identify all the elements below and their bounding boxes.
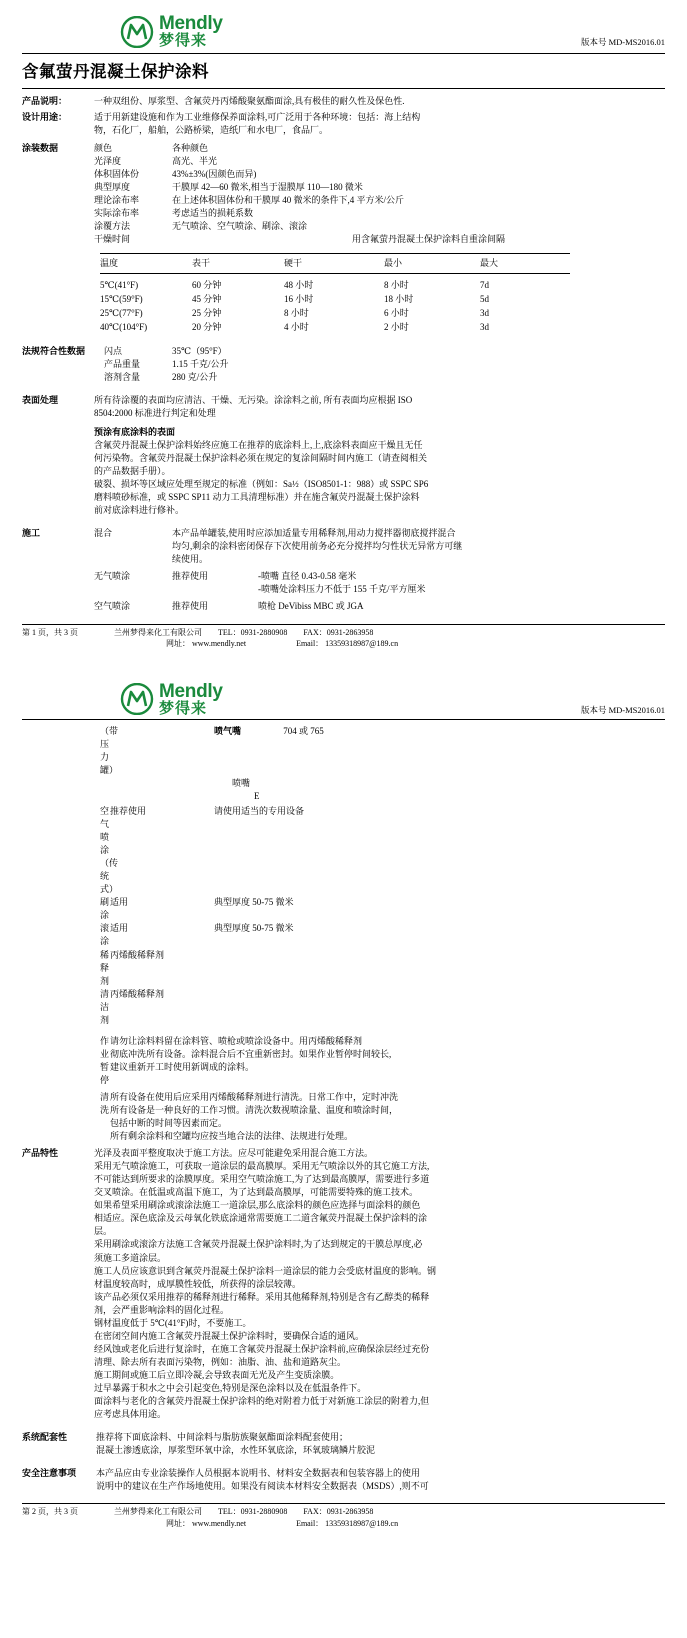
footer-contact-line-1 [114, 627, 398, 639]
airless-recommend: 推荐使用 [172, 571, 209, 582]
nozzle2-value-cell [214, 790, 665, 803]
property-line: 采用无气喷涂施工，可获取一道涂层的最高膜厚。采用无气喷涂以外的其它施工方法, [94, 1161, 430, 1172]
table-row [22, 949, 665, 988]
cell-hard-dry: 4 小时 [284, 322, 309, 333]
cell-temperature: 25℃(77°F) [100, 308, 143, 319]
table-row [94, 207, 665, 220]
surface-prep-line-6: 破裂、损坏等区域应处理至规定的标准（例如：Sa½（ISO8501-1：988）或 SSPC SP6 [94, 479, 429, 490]
property-line: 该产品必须仅采用推荐的稀释剂进行稀释。采用其他稀释剂,特别是含有乙醇类的稀释 [94, 1291, 430, 1302]
property-line: 清理、除去所有表面污染物，例如：油脂、油、盐和道路灰尘。 [94, 1356, 347, 1367]
text-product-description: 一种双组份、厚浆型、含氟荧丹丙烯酸聚氨酯面涂,具有极佳的耐久性及保色性. [94, 95, 405, 106]
coating-value: 干膜厚 42—60 微米,相当于湿膜厚 110—180 微米 [172, 182, 363, 193]
label-product-description: 产品说明： [22, 95, 68, 106]
property-line: 材温度较高时，成厚膜性较低，所获得的涂层较薄。 [94, 1278, 302, 1289]
property-line: 剂，会严重影响涂料的固化过程。 [94, 1304, 230, 1315]
method-recommend: 适用 [110, 923, 129, 934]
property-line: 相适应。深色底涂及云母氧化铁底涂通常需要施工二道含氟荧丹混凝土保护涂料的涂 [94, 1213, 428, 1224]
table-row [94, 194, 665, 207]
property-line: 须施工多道涂层。 [94, 1252, 167, 1263]
table-row [22, 857, 665, 896]
table-row [22, 805, 665, 857]
logo-text-cn: 梦得来 [159, 33, 208, 49]
method-recommend [110, 857, 214, 896]
logo-text-cn: 梦得来 [159, 700, 208, 717]
cell-temperature: 40℃(104°F) [100, 322, 148, 333]
airless-line-1: -喷嘴 直径 0.43-0.58 毫米 [258, 571, 357, 582]
logo-icon [120, 683, 154, 715]
nozzle-block [22, 725, 665, 803]
property-line: 不可能达到所要求的涂膜厚度。采用空气喷涂施工,为了达到最高膜厚，需要进行多道 [94, 1174, 430, 1185]
section-safety-notes [22, 1467, 665, 1493]
property-line: 施工人员应该意识到含氟荧丹混凝土保护涂料一道涂层的能力会受底材温度的影响。钢 [94, 1265, 437, 1276]
table-row [100, 321, 570, 335]
label-safety-notes: 安全注意事项 [22, 1468, 77, 1479]
method-name: （传统式） [100, 858, 119, 895]
property-line: 采用刷涂或滚涂方法施工含氟荧丹混凝土保护涂料时,为了达到规定的干膜总厚度,必 [94, 1239, 423, 1250]
table-row [104, 345, 665, 358]
regulatory-value: 35℃（95°F） [172, 345, 227, 356]
property-line: 应考虑具体用途。 [94, 1409, 167, 1420]
spacer-cell [110, 790, 214, 803]
method-detail: 典型厚度 50-75 微米 [214, 897, 294, 908]
method-name: 清洁剂 [100, 988, 110, 1025]
regulatory-key: 溶剂含量 [104, 371, 141, 382]
regulatory-key: 闪点 [104, 345, 123, 356]
surface-prep-subtitle: 预涂有底涂料的表面 [94, 426, 176, 437]
spacer-cell [22, 790, 110, 803]
coating-data-rows [94, 142, 665, 246]
coating-key: 实际涂布率 [94, 208, 140, 219]
section-application [22, 527, 665, 613]
coating-key: 理论涂布率 [94, 195, 140, 206]
website-link[interactable]: www.mendly.net [192, 1518, 247, 1528]
method-detail: 请使用适当的专用设备 [214, 805, 305, 816]
application-body [94, 527, 665, 613]
mixing-line-1: 本产品单罐装,使用时应添加适量专用稀释剂,用动力搅拌器彻底搅拌混合 [172, 528, 456, 539]
document-header [22, 14, 665, 49]
property-line: 在密闭空间内施工含氟荧丹混凝土保护涂料时，要确保合适的通风。 [94, 1330, 365, 1341]
cell-hard-dry: 48 小时 [284, 279, 314, 290]
coating-value: 用含氟萤丹混凝土保护涂料自重涂间隔 [352, 234, 506, 245]
pause-line-3: 建议重新开工时使用新调成的涂料。 [110, 1061, 255, 1072]
work-pause-text [110, 1035, 665, 1087]
cell-temperature: 15℃(59°F) [100, 294, 143, 305]
page-gap [0, 656, 687, 672]
table-header-row [100, 254, 570, 273]
footer-contact-line-2 [114, 638, 398, 650]
nozzle2-label: 喷嘴 [232, 777, 251, 788]
table-row [22, 988, 665, 1027]
cell-surface-dry: 45 分钟 [192, 294, 222, 305]
footer-contact-line-2 [114, 1518, 398, 1530]
property-line: 光泽及表面平整度取决于施工方法。应尽可能避免采用混合施工方法。 [94, 1148, 374, 1159]
table-row [94, 233, 665, 246]
section-system-compatibility [22, 1431, 665, 1457]
table-row [94, 181, 665, 194]
coating-value: 43%±3%(因颜色而异) [172, 169, 257, 180]
nozzle-label: 喷气嘴 [214, 725, 242, 736]
pressure-tank-label: （带压力罐） [100, 725, 119, 775]
footer-contact [114, 1506, 398, 1529]
email-value: 13359318987@189.cn [325, 1518, 399, 1528]
page-1-footer [22, 624, 665, 650]
method-recommend: 丙烯酸稀释剂 [110, 949, 165, 960]
coating-key: 典型厚度 [94, 182, 131, 193]
website-label: 网址： [166, 1518, 190, 1528]
property-line: 交叉喷涂。在低温或高温下施工，为了达到最高膜厚，可能需要特殊的施工技术。 [94, 1187, 419, 1198]
page-2-footer [22, 1503, 665, 1529]
property-line: 过早暴露于积水之中会引起变色,特别是深色涂料以及在低温条件下。 [94, 1383, 367, 1393]
method-detail [214, 988, 665, 1027]
coating-key: 体积固体份 [94, 169, 140, 180]
safety-notes-text [96, 1467, 665, 1493]
cell-surface-dry: 20 分钟 [192, 322, 222, 333]
property-line: 经风蚀或老化后进行复涂时，在施工含氟荧丹混凝土保护涂料前,应确保涂层经过充份 [94, 1343, 430, 1354]
label-design-use: 设计用途： [22, 111, 68, 122]
website-label: 网址： [166, 639, 190, 649]
coating-key: 干燥时间 [94, 234, 131, 245]
nozzle-value: 704 或 765 [283, 725, 324, 736]
fax: FAX：0931-2863958 [303, 1507, 374, 1517]
nozzle-cells [214, 725, 665, 777]
section-surface-preparation [22, 394, 665, 517]
coating-value: 高光、半光 [172, 156, 218, 167]
table-row [22, 922, 665, 948]
clean-line-2: 所有设备是一种良好的工作习惯。清洗次数视喷涂量、温度和喷涂时间， [110, 1105, 399, 1116]
page-number: 第 2 页，共 3 页 [22, 1507, 78, 1517]
brand-logo-2 [22, 682, 223, 717]
page-title: 含氟萤丹混凝土保护涂料 [22, 62, 209, 81]
surface-preparation-body [94, 394, 665, 517]
table-row [94, 142, 665, 155]
application-air-spray [94, 600, 665, 613]
mixing-key: 混合 [94, 528, 113, 539]
footer-content [22, 625, 665, 650]
cell-max: 3d [480, 322, 489, 333]
label-product-properties: 产品特性 [22, 1148, 59, 1159]
telephone: TEL：0931-2880908 [218, 627, 288, 637]
pause-line-2: 彻底冲洗所有设备。涂料混合后不宜重新密封。如果作业暂停时间较长, [110, 1048, 392, 1059]
table-row [94, 168, 665, 181]
cell-max: 5d [480, 294, 489, 305]
system-compatibility-text [96, 1431, 665, 1457]
table-row [94, 155, 665, 168]
table-row [100, 307, 570, 321]
email-label: Email： [296, 1518, 324, 1528]
surface-prep-line-3: 含氟荧丹混凝土保护涂料始终应施工在推荐的底涂料上,上,底涂料表面应干燥且无任 [94, 439, 423, 450]
footer-content-2 [22, 1504, 665, 1529]
method-recommend: 丙烯酸稀释剂 [110, 988, 165, 999]
text-design-use [94, 111, 665, 137]
coating-key: 光泽度 [94, 156, 122, 167]
section-cleaning [22, 1091, 665, 1143]
coating-value: 无气喷涂、空气喷涂、刷涂、滚涂 [172, 221, 308, 232]
column-header-max: 最大 [480, 258, 499, 269]
coating-value: 各种颜色 [172, 143, 209, 154]
mixing-text [172, 527, 665, 566]
surface-prep-line-7: 磨料喷砂标准，或 SSPC SP11 动力工具清理标准）并在施含氟荧丹混凝土保护涂料 [94, 492, 420, 503]
logo-wordmark [159, 14, 223, 49]
logo-icon [120, 16, 154, 48]
mixing-line-3: 续使用。 [172, 554, 209, 565]
application-airless-spray [94, 570, 665, 596]
version-label: 版本号 MD-MS2016.01 [580, 37, 665, 47]
page-1 [0, 0, 687, 656]
regulatory-key: 产品重量 [104, 358, 141, 369]
cell-surface-dry: 60 分钟 [192, 279, 222, 290]
company-name: 兰州梦得来化工有限公司 [114, 1507, 202, 1517]
regulatory-rows [104, 345, 665, 384]
logo-wordmark-2 [159, 682, 223, 717]
safety-line-2: 说明中的建议在生产作场地使用。如果没有阅读本材料安全数据表（MSDS）,则不可 [96, 1481, 429, 1492]
label-work-pause: 作业暂停 [100, 1035, 110, 1085]
surface-prep-line-2: 8504:2000 标准进行判定和处理 [94, 407, 216, 418]
cell-min: 8 小时 [384, 279, 409, 290]
table-body [100, 274, 570, 334]
label-surface-preparation: 表面处理 [22, 394, 59, 405]
label-regulatory-data: 法规符合性数据 [22, 345, 86, 356]
design-use-line-1: 适于用新建设施和作为工业维修保养面涂料,可广泛用于各种环境：包括：海上结构 [94, 111, 421, 122]
air-key: 空气喷涂 [94, 601, 131, 612]
cell-max: 7d [480, 279, 489, 290]
cell-min: 6 小时 [384, 308, 409, 319]
property-line: 层。 [94, 1226, 113, 1237]
section-regulatory-data [22, 345, 665, 384]
surface-prep-line-8: 前对底涂料进行修补。 [94, 505, 185, 516]
table-row [100, 293, 570, 307]
coating-key: 涂覆方法 [94, 221, 131, 232]
spacer-cell [110, 725, 214, 777]
method-name: 滚涂 [100, 923, 110, 947]
page-2 [0, 672, 687, 1536]
logo-text-en: Mendly [159, 13, 223, 34]
method-name: 空气喷涂 [100, 805, 110, 856]
email-value: 13359318987@189.cn [325, 639, 399, 649]
section-coating-data [22, 142, 665, 246]
label-system-compatibility: 系统配套性 [22, 1432, 68, 1443]
method-name: 稀释剂 [100, 949, 110, 986]
column-header-hard-dry: 硬干 [284, 258, 303, 269]
property-line: 钢材温度低于 5℃(41°F)时，不要施工。 [94, 1317, 252, 1328]
fax: FAX：0931-2863958 [303, 627, 374, 637]
section-product-properties [22, 1147, 665, 1421]
regulatory-value: 280 克/公升 [172, 371, 218, 382]
cell-max: 3d [480, 308, 489, 319]
product-properties-text [94, 1147, 665, 1421]
table-row [22, 777, 665, 790]
cell-min: 18 小时 [384, 294, 414, 305]
air-recommend: 推荐使用 [172, 601, 209, 612]
table-row [94, 220, 665, 233]
regulatory-value: 1.15 千克/公升 [172, 358, 229, 369]
airless-values [258, 570, 665, 596]
system-line-2: 混凝土渗透底涂，厚浆型环氧中涂，水性环氧底涂，环氧玻璃鳞片胶泥 [96, 1445, 376, 1456]
surface-prep-line-4: 何污染物。含氟荧丹混凝土保护涂料必须在规定的复涂间隔时间内施工（请查阅相关 [94, 453, 428, 463]
property-line: 如果希望采用刷涂或滚涂法施工一道涂层,那么底涂料的颜色应选择与面涂料的颜色 [94, 1200, 421, 1211]
property-line: 施工期间或施工后立即冷凝,会导致表面无光及产生变质涂膜。 [94, 1369, 340, 1380]
header-divider-2 [22, 719, 665, 720]
cell-hard-dry: 16 小时 [284, 294, 314, 305]
table-row [100, 278, 570, 292]
footer-contact [114, 627, 398, 650]
nozzle2-cells [214, 777, 665, 790]
mixing-line-2: 均匀,剩余的涂料密闭保存下次使用前务必充分搅拌均匀性状无异常方可继 [172, 541, 463, 552]
document-header-2 [22, 682, 665, 717]
airless-key: 无气喷涂 [94, 571, 131, 582]
label-application: 施工 [22, 528, 41, 539]
clean-line-1: 所有设备在使用后应采用丙烯酸稀释剂进行清洗。日常工作中，定时冲洗 [110, 1091, 399, 1102]
air-value: 喷枪 DeVibiss MBC 或 JGA [258, 601, 364, 612]
cell-temperature: 5℃(41°F) [100, 279, 139, 290]
label-coating-data: 涂装数据 [22, 143, 59, 154]
table-row [22, 896, 665, 922]
safety-line-1: 本产品应由专业涂装操作人员根据本说明书、材料安全数据表和包装容器上的使用 [96, 1468, 421, 1479]
spacer-cell [22, 777, 110, 790]
clean-line-3: 包括中断的时间等因素而定。 [110, 1118, 228, 1129]
table-row [22, 725, 665, 777]
section-design-use [22, 111, 665, 137]
company-name: 兰州梦得来化工有限公司 [114, 627, 202, 637]
method-detail [214, 857, 665, 896]
drying-time-table [100, 253, 570, 334]
version-label-2: 版本号 MD-MS2016.01 [580, 704, 665, 715]
title-divider [22, 88, 665, 89]
nozzle2-value: E [254, 790, 260, 801]
method-detail: 典型厚度 50-75 微米 [214, 923, 294, 934]
brand-logo [22, 14, 223, 49]
cell-surface-dry: 25 分钟 [192, 308, 222, 319]
table-row [22, 790, 665, 803]
surface-prep-line-1: 所有待涂覆的表面均应清洁、干燥、无污染。涂涂料之前, 所有表面均应根据 ISO [94, 394, 413, 405]
section-product-description [22, 95, 665, 108]
airless-line-2: -喷嘴处涂料压力不低于 155 千克/平方厘米 [258, 584, 426, 595]
cell-hard-dry: 8 小时 [284, 308, 309, 319]
coating-value: 在上述体积固体份和干膜厚 40 微米的条件下,4 平方米/公斤 [172, 195, 405, 206]
cell-min: 2 小时 [384, 322, 409, 333]
system-line-1: 推荐将下面底涂料、中间涂料与脂肪族聚氨酯面涂料配套使用； [96, 1432, 349, 1443]
telephone: TEL：0931-2880908 [218, 1507, 288, 1517]
column-header-surface-dry: 表干 [192, 258, 211, 269]
surface-prep-line-5: 的产品数据手册）。 [94, 466, 171, 477]
pause-line-1: 请勿让涂料料留在涂料管、喷枪或喷涂设备中。用丙烯酸稀释剂 [110, 1035, 363, 1046]
design-use-line-2: 物，石化厂，船舶，公路桥梁，造纸厂和水电厂，食品厂。 [94, 125, 329, 136]
method-recommend: 推荐使用 [110, 805, 147, 816]
coating-key: 颜色 [94, 143, 113, 154]
application-mixing [94, 527, 665, 566]
column-header-temperature: 温度 [100, 258, 119, 269]
method-name: 刷涂 [100, 897, 110, 921]
page-number: 第 1 页，共 3 页 [22, 627, 78, 637]
method-detail [214, 949, 665, 988]
section-work-pause [22, 1035, 665, 1087]
logo-text-en: Mendly [159, 680, 223, 702]
header-divider [22, 53, 665, 54]
method-recommend: 适用 [110, 897, 129, 908]
coating-value: 考虑适当的损耗系数 [172, 208, 254, 219]
label-cleaning: 清洗 [100, 1091, 110, 1116]
property-line: 面涂料与老化的含氟荧丹混凝土保护涂料的绝对附着力低于对新施工涂层的附着力,但 [94, 1396, 430, 1407]
clean-line-4: 所有剩余涂料和空罐均应按当地合法的法律、法规进行处理。 [110, 1131, 354, 1142]
footer-contact-line-1 [114, 1506, 398, 1518]
column-header-min: 最小 [384, 258, 403, 269]
spacer-cell [110, 777, 214, 790]
table-row [104, 358, 665, 371]
application-methods [22, 805, 665, 1027]
table-row [104, 371, 665, 384]
website-link[interactable]: www.mendly.net [192, 639, 247, 649]
email-label: Email： [296, 639, 324, 649]
cleaning-text [110, 1091, 665, 1143]
